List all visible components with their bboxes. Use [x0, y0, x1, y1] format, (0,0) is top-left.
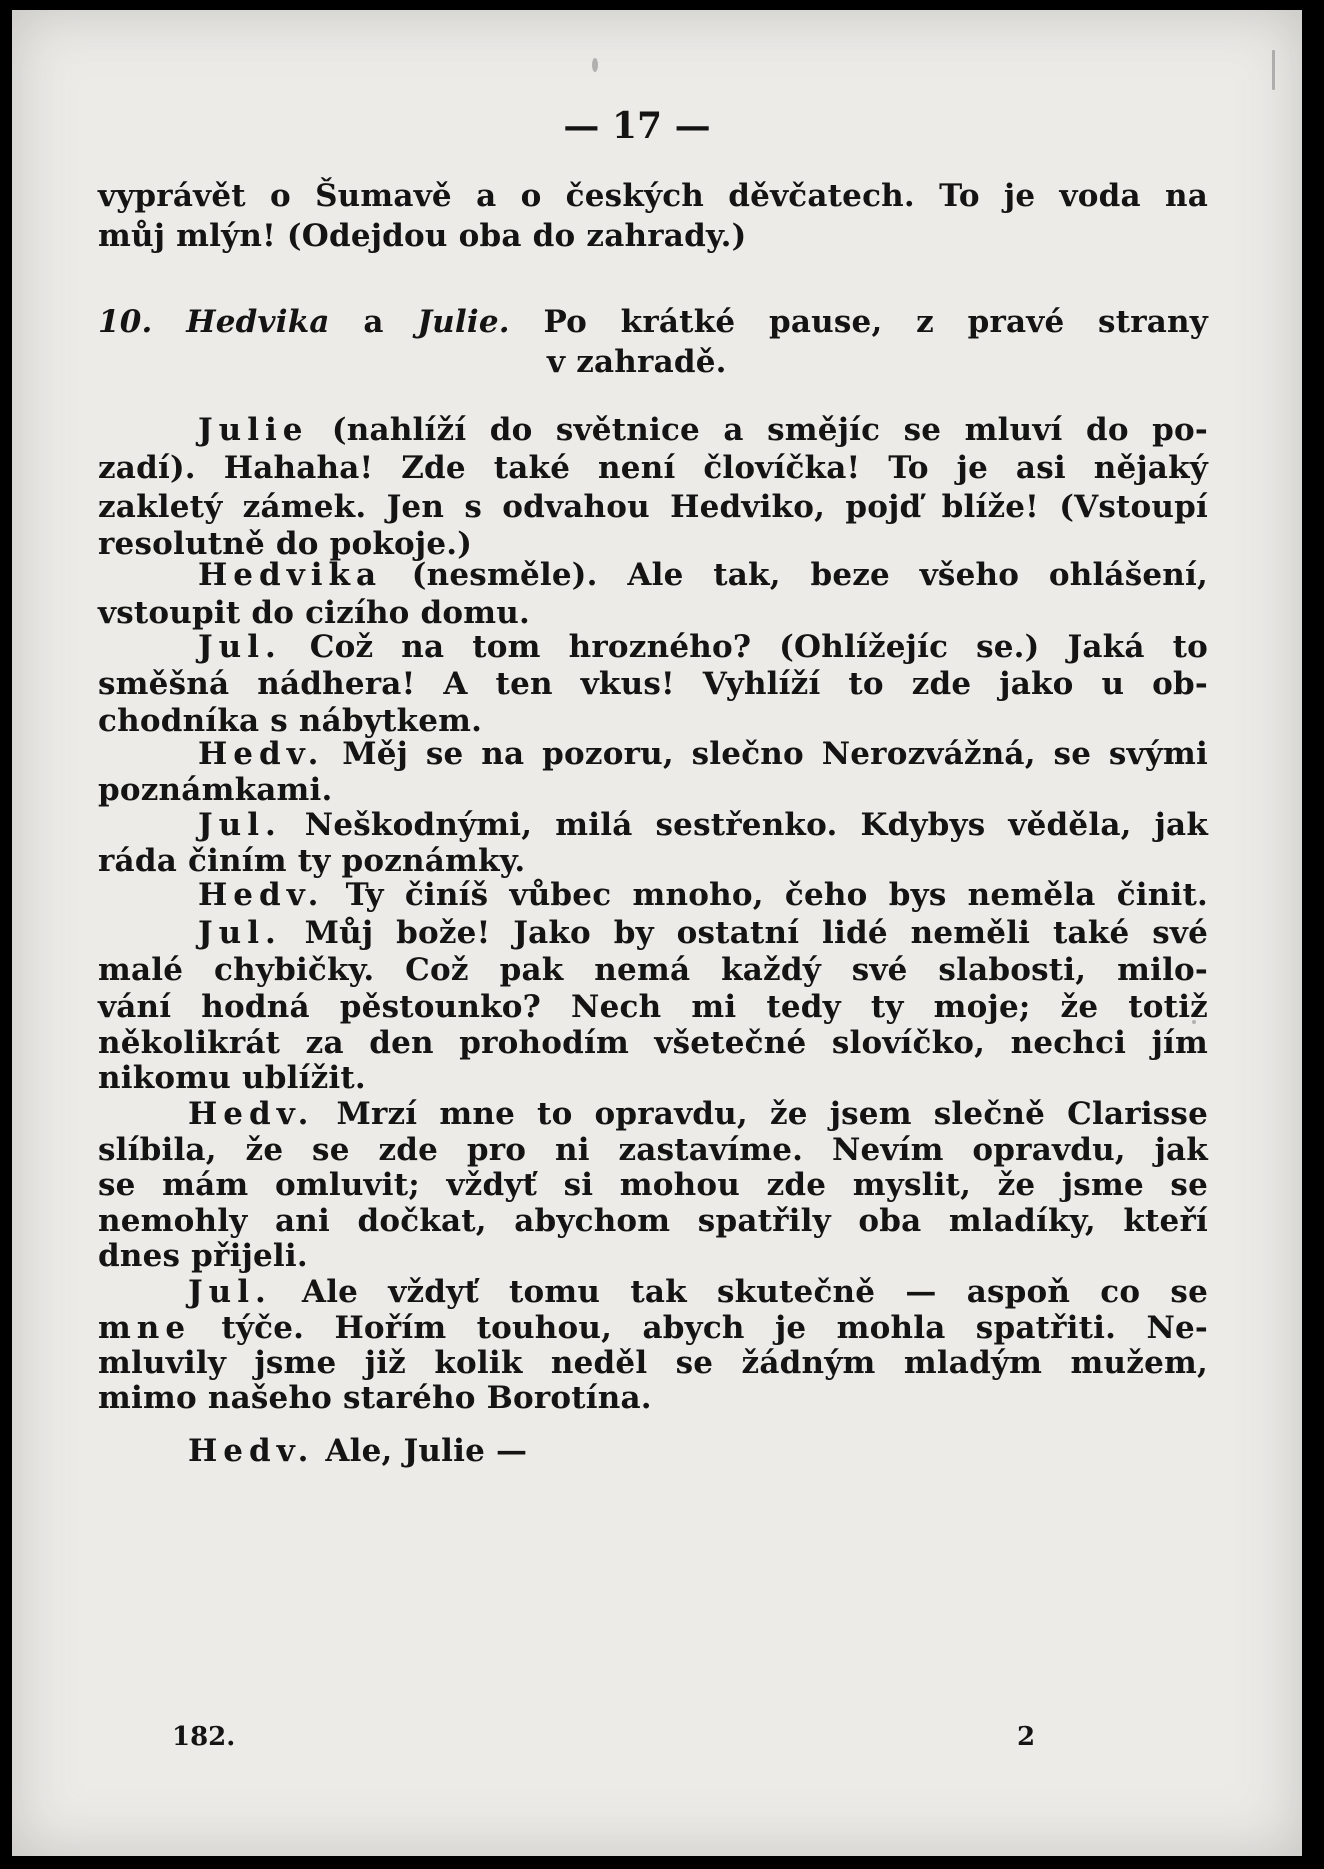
scene-direction: Po krátké pause, z pravé strany — [543, 304, 1209, 340]
text-line: nikomu ublížit. — [98, 1060, 366, 1096]
speech-line — [198, 629, 1208, 665]
speech-text: Ty činíš vůbec mnoho, čeho bys neměla činit. — [324, 877, 1208, 913]
speech-line — [198, 736, 1208, 772]
speaker-name: Hedv. — [188, 1096, 315, 1132]
speech-line — [188, 1433, 527, 1469]
text-line: nemohly ani dočkat, abychom spatřily oba mladíky, kteří — [98, 1203, 1208, 1239]
speech-text: Můj bože! Jako by ostatní lidé neměli také své — [281, 915, 1208, 951]
speaker-name: Julie — [198, 412, 309, 448]
scene-character: Julie. — [417, 304, 510, 340]
text-line: vyprávět o Šumavě a o českých děvčatech. To je voda na — [98, 178, 1208, 214]
text-line: malé chybičky. Což pak nemá každý své slabosti, milo- — [98, 952, 1208, 988]
scene-number: 10. — [98, 304, 153, 340]
speech-line — [188, 1096, 1208, 1132]
speaker-name: Jul. — [198, 807, 282, 843]
emphasized-word: mne — [98, 1310, 192, 1346]
scene-conjunction: a — [363, 304, 384, 340]
speech-text: týče. Hořím touhou, abych je mohla spatřiti. Ne- — [191, 1310, 1208, 1346]
speaker-name: Jul. — [188, 1274, 272, 1310]
text-line: můj mlýn! (Odejdou oba do zahrady.) — [98, 218, 747, 254]
speech-text: Měj se na pozoru, slečno Nerozvážná, se svými — [324, 736, 1208, 772]
book-page — [12, 10, 1302, 1856]
speech-text: Mrzí mne to opravdu, že jsem slečně Clarisse — [314, 1096, 1208, 1132]
speaker-name: Hedv. — [188, 1433, 315, 1469]
text-line: vstoupit do cizího domu. — [98, 595, 531, 631]
text-line: slíbila, že se zde pro ni zastavíme. Nevím opravdu, jak — [98, 1132, 1208, 1168]
speaker-name: Jul. — [198, 915, 282, 951]
speech-line — [188, 1274, 1208, 1310]
speech-text: Ale, Julie — — [314, 1433, 528, 1469]
text-line: dnes přijeli. — [98, 1238, 308, 1274]
speech-line — [198, 557, 1208, 593]
text-line: chodníka s nábytkem. — [98, 703, 483, 739]
speech-text: Neškodnými, milá sestřenko. Kdybys věděla, jak — [281, 807, 1208, 843]
speech-text: (nahlíží do světnice a smějíc se mluví do po- — [308, 412, 1208, 448]
speech-line — [198, 915, 1208, 951]
sheet-number: 2 — [1017, 1722, 1036, 1752]
text-line: mluvily jsme již kolik neděl se žádným mladým mužem, — [98, 1345, 1208, 1381]
text-line: ráda činím ty poznámky. — [98, 843, 526, 879]
page-number: — 17 — — [563, 105, 711, 147]
speaker-name: Hedv. — [198, 736, 325, 772]
speech-text: Ale vždyť tomu tak skutečně — aspoň co se — [271, 1274, 1208, 1310]
text-line: resolutně do pokoje.) — [98, 526, 473, 562]
speech-line — [198, 877, 1208, 913]
print-speck — [1272, 50, 1275, 90]
speaker-name: Hedvika — [198, 557, 383, 593]
text-line: poznámkami. — [98, 772, 333, 808]
text-line: vání hodná pěstounko? Nech mi tedy ty moje; že totiž — [98, 989, 1208, 1025]
speaker-name: Hedv. — [198, 877, 325, 913]
speech-line — [198, 807, 1208, 843]
signature-mark: 182. — [172, 1722, 236, 1752]
speech-line — [198, 412, 1208, 448]
speech-text: Což na tom hrozného? (Ohlížejíc se.) Jaká to — [281, 629, 1208, 665]
text-line: směšná nádhera! A ten vkus! Vyhlíží to zde jako u ob- — [98, 666, 1208, 702]
speaker-name: Jul. — [198, 629, 282, 665]
print-speck — [592, 58, 598, 72]
speech-text: (nesměle). Ale tak, beze všeho ohlášení, — [382, 557, 1208, 593]
speech-line — [98, 1310, 1208, 1346]
text-line: zadí). Hahaha! Zde také není človíčka! To je asi nějaký — [98, 450, 1208, 486]
scene-heading — [98, 304, 1208, 340]
scene-character: Hedvika — [186, 304, 330, 340]
text-line: zakletý zámek. Jen s odvahou Hedviko, pojď blíže! (Vstoupí — [98, 489, 1208, 525]
scene-direction-cont: v zahradě. — [547, 344, 727, 380]
text-line: mimo našeho starého Borotína. — [98, 1380, 652, 1416]
text-line: několikrát za den prohodím všetečné slovíčko, nechci jím — [98, 1025, 1208, 1061]
text-line: se mám omluvit; vždyť si mohou zde myslit, že jsme se — [98, 1167, 1208, 1203]
